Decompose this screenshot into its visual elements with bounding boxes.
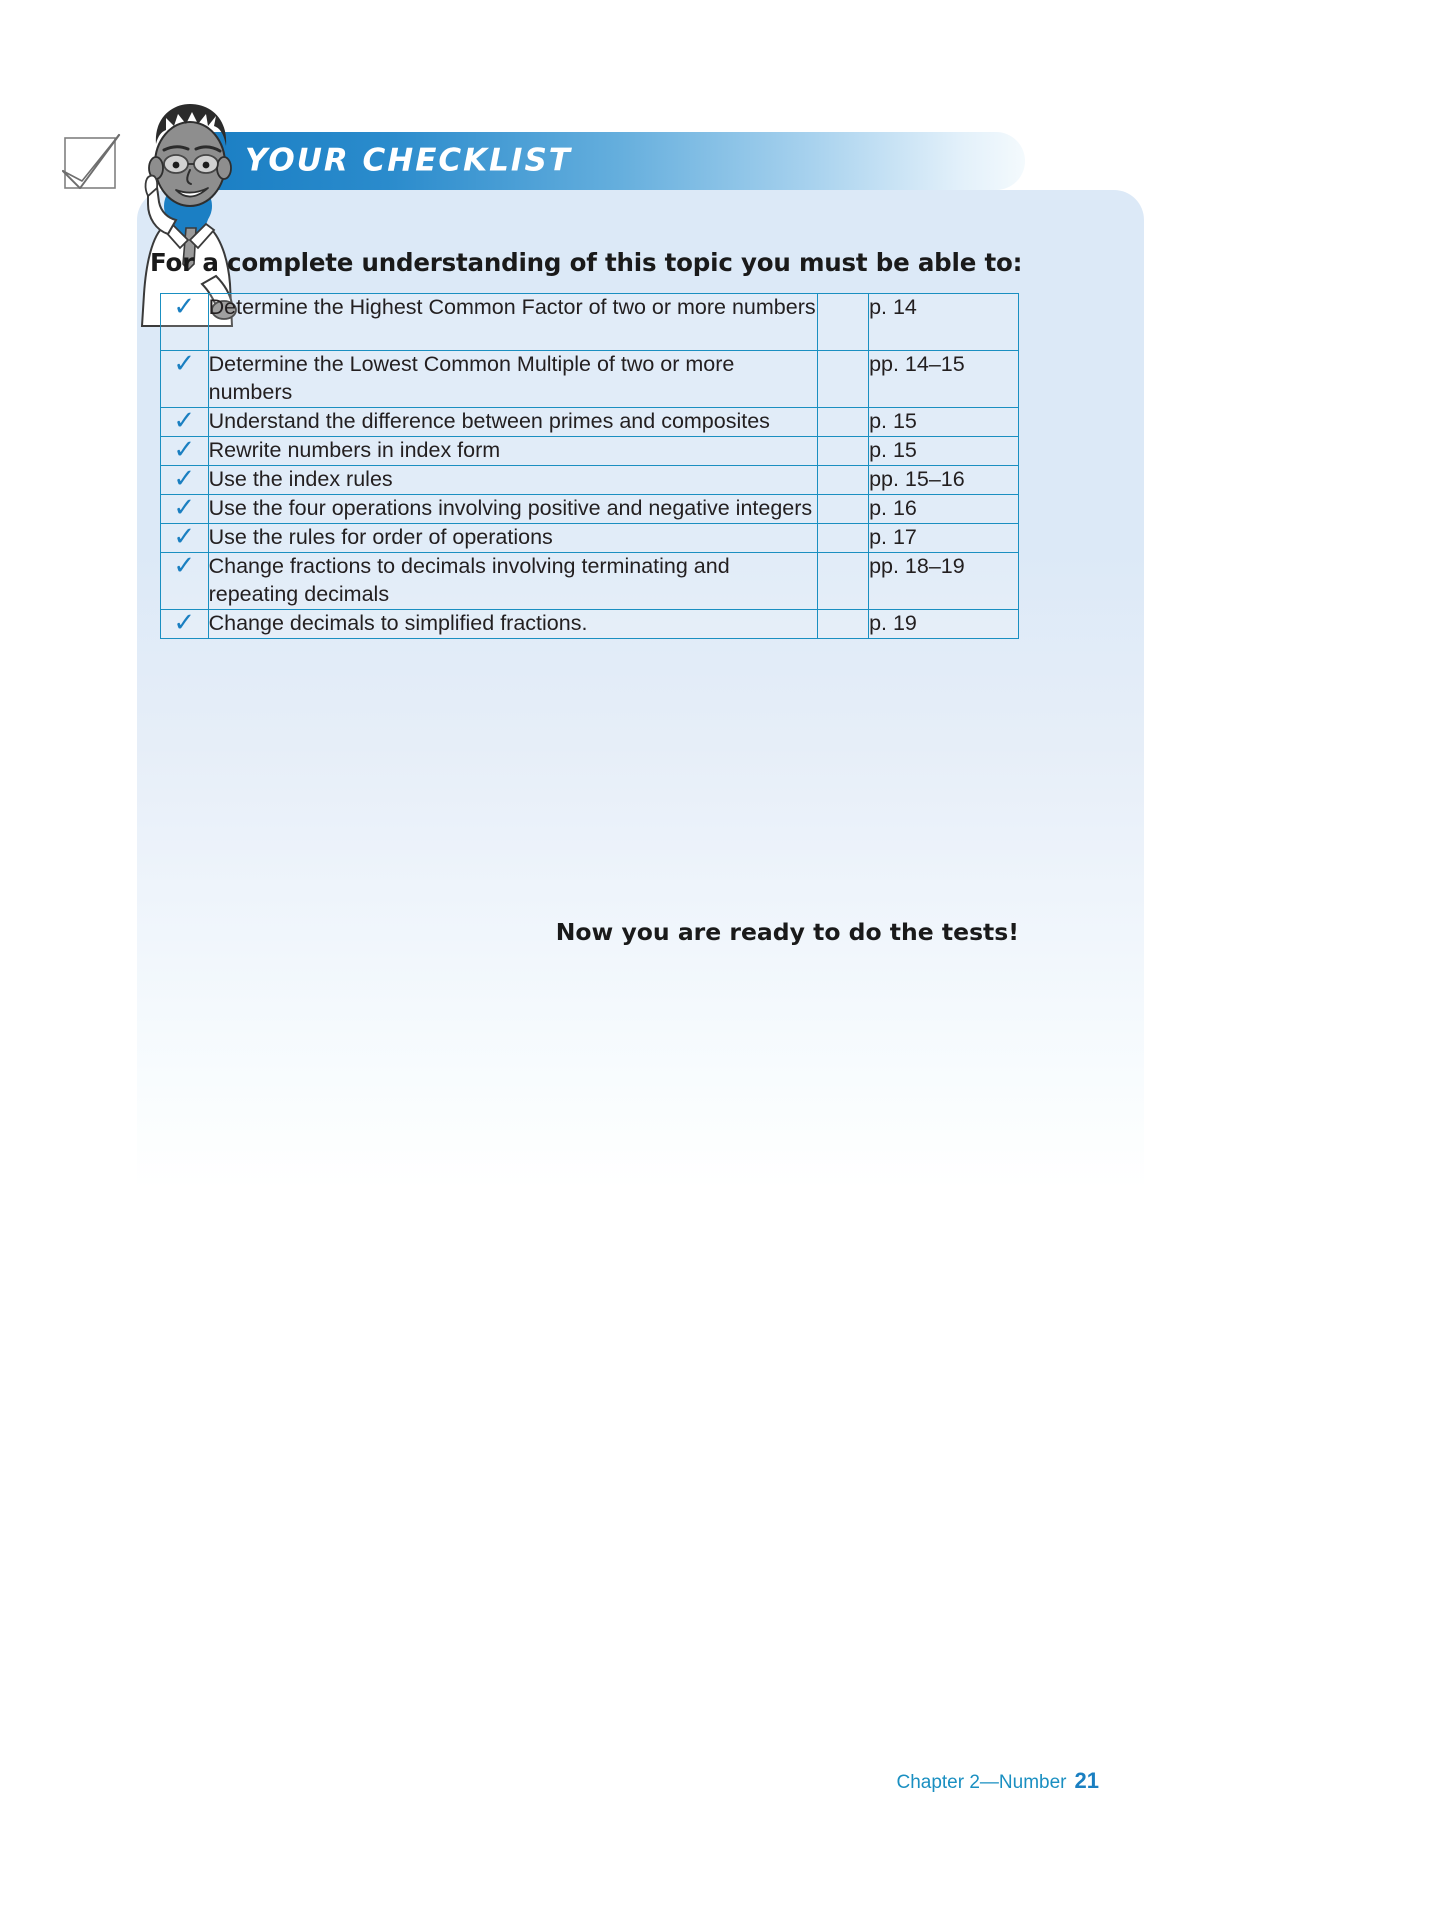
notes-cell[interactable] (818, 609, 869, 638)
table-row (161, 523, 1019, 552)
checkmark-cell[interactable] (161, 294, 209, 351)
checkmark-cell[interactable] (161, 465, 209, 494)
page-ref-cell: pp. 18–19 (869, 552, 1019, 609)
page-ref-cell: p. 16 (869, 494, 1019, 523)
intro-text: For a complete understanding of this topic you must be able to: (150, 248, 1023, 277)
chapter-label: Chapter 2—Number (896, 1772, 1067, 1793)
notes-cell[interactable] (818, 494, 869, 523)
checkmark-cell[interactable] (161, 436, 209, 465)
check-icon: ✓ (173, 463, 196, 494)
page-number: 21 (1074, 1768, 1099, 1793)
task-cell: Rewrite numbers in index form (208, 436, 818, 465)
checklist-banner (207, 132, 1025, 190)
task-cell: Use the rules for order of operations (208, 523, 818, 552)
task-cell: Use the four operations involving positive and negative integers (208, 494, 818, 523)
table-row (161, 609, 1019, 638)
page-ref-cell: pp. 14–15 (869, 351, 1019, 408)
page-ref-cell: p. 15 (869, 408, 1019, 437)
checkmark-cell[interactable] (161, 609, 209, 638)
check-icon: ✓ (173, 406, 196, 436)
table-row (161, 494, 1019, 523)
check-icon: ✓ (173, 521, 196, 552)
page-ref-cell: p. 14 (869, 294, 1019, 351)
check-icon: ✓ (173, 550, 196, 581)
check-icon: ✓ (173, 434, 196, 465)
notes-cell[interactable] (818, 436, 869, 465)
notes-cell[interactable] (818, 465, 869, 494)
notes-cell[interactable] (818, 552, 869, 609)
teacher-character-illustration (128, 78, 258, 328)
checkmark-cell[interactable] (161, 408, 209, 437)
page-footer (896, 1768, 1099, 1794)
checkbox-tick-icon (62, 133, 124, 195)
table-row (161, 408, 1019, 437)
task-cell: Determine the Lowest Common Multiple of two or more numbers (208, 351, 818, 408)
page-ref-cell: p. 17 (869, 523, 1019, 552)
check-icon: ✓ (173, 607, 196, 638)
banner-title: YOUR CHECKLIST (245, 142, 572, 179)
table-row (161, 465, 1019, 494)
table-row (161, 351, 1019, 408)
checkmark-cell[interactable] (161, 552, 209, 609)
task-cell: Understand the difference between primes and composites (208, 408, 818, 437)
table-row (161, 552, 1019, 609)
notes-cell[interactable] (818, 523, 869, 552)
check-icon: ✓ (173, 292, 196, 322)
check-icon: ✓ (173, 349, 196, 379)
checkmark-cell[interactable] (161, 523, 209, 552)
task-cell: Determine the Highest Common Factor of two or more numbers (208, 294, 818, 351)
notes-cell[interactable] (818, 408, 869, 437)
checklist-table (160, 293, 1019, 639)
table-row (161, 436, 1019, 465)
checkmark-cell[interactable] (161, 351, 209, 408)
task-cell: Change fractions to decimals involving terminating and repeating decimals (208, 552, 818, 609)
closing-statement: Now you are ready to do the tests! (555, 918, 1019, 946)
table-row (161, 294, 1019, 351)
page-ref-cell: p. 15 (869, 436, 1019, 465)
task-cell: Use the index rules (208, 465, 818, 494)
task-cell: Change decimals to simplified fractions. (208, 609, 818, 638)
notes-cell[interactable] (818, 294, 869, 351)
notes-cell[interactable] (818, 351, 869, 408)
page-ref-cell: p. 19 (869, 609, 1019, 638)
checkmark-cell[interactable] (161, 494, 209, 523)
page-ref-cell: pp. 15–16 (869, 465, 1019, 494)
check-icon: ✓ (173, 492, 196, 523)
